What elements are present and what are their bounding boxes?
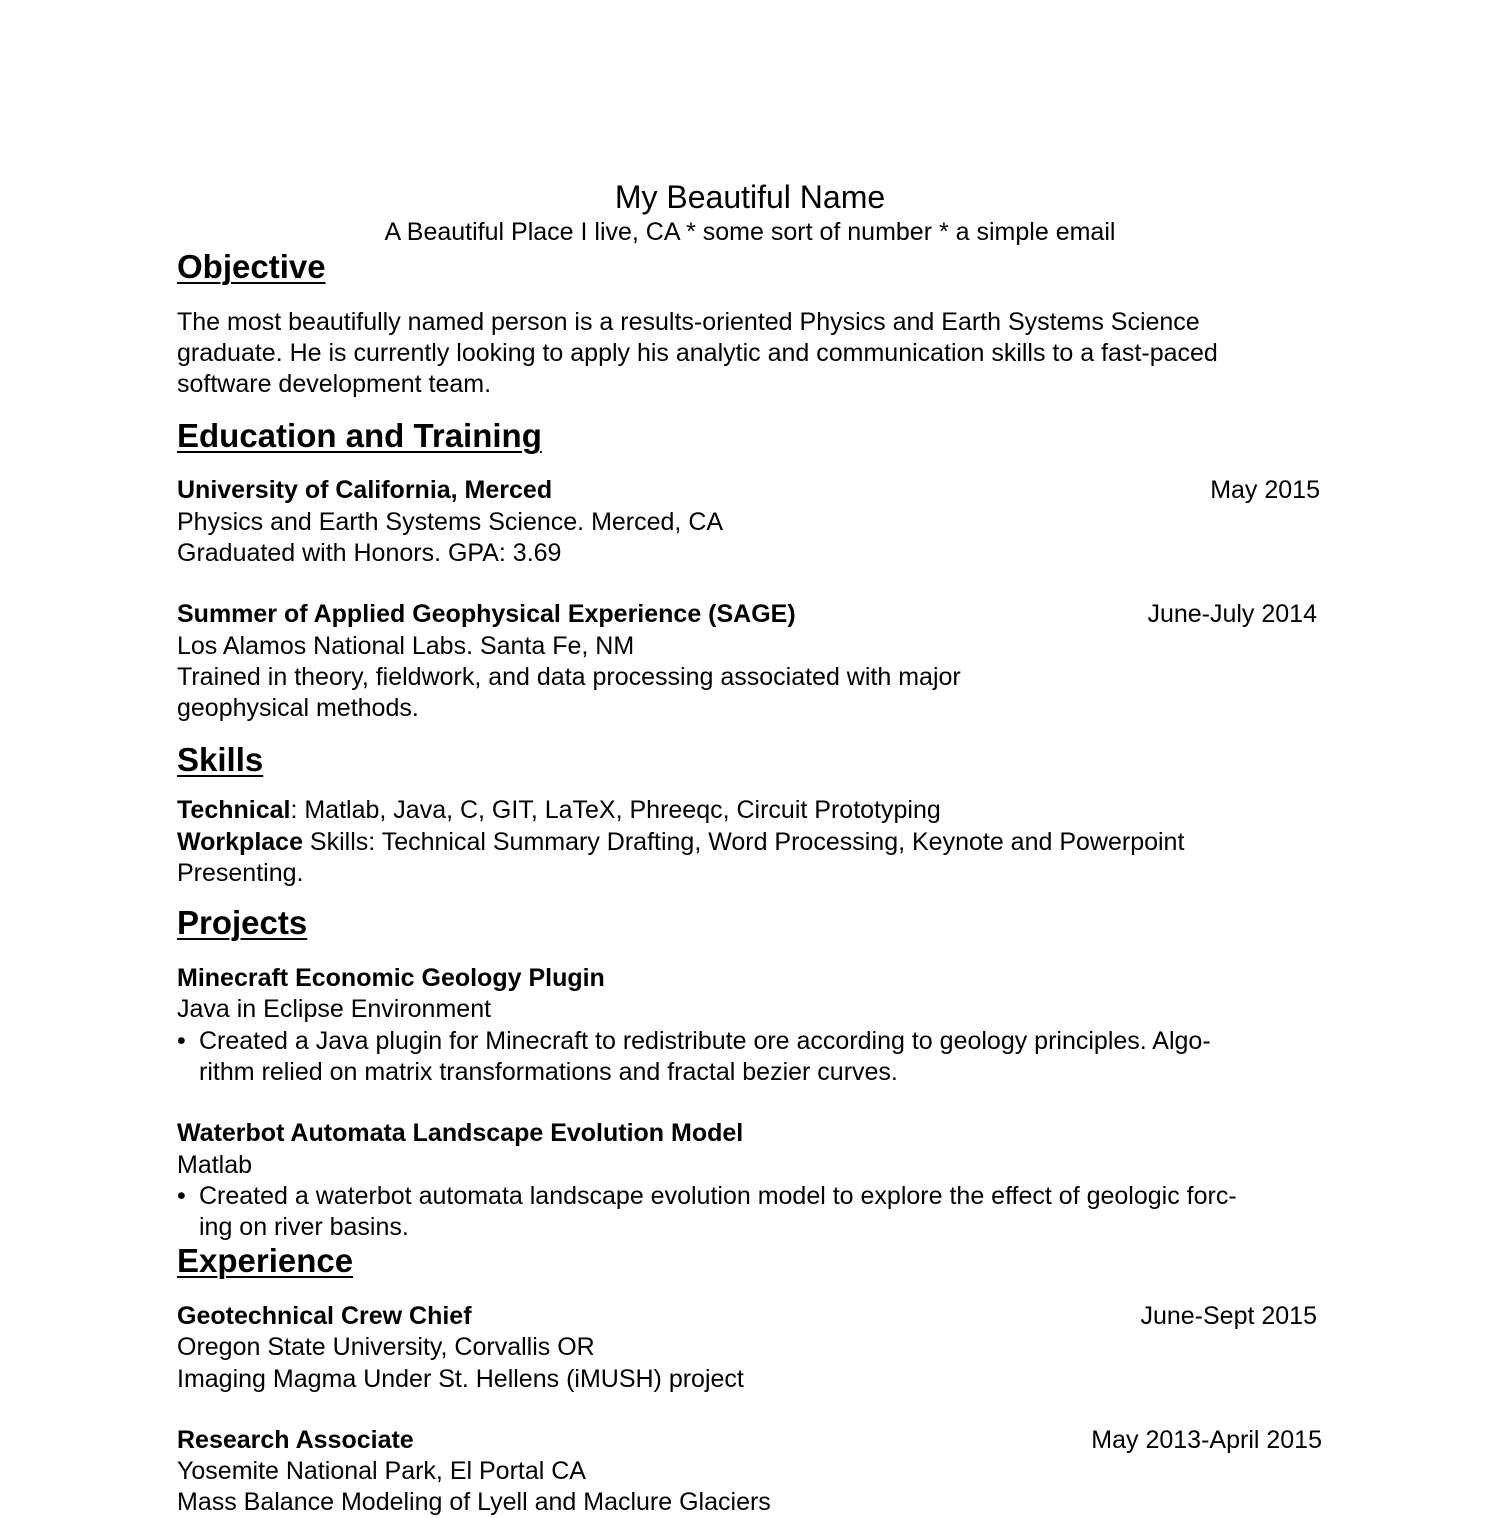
bullet-line: rithm relied on matrix transformations and fractal bezier curves. (199, 1058, 898, 1086)
project-sub: Matlab (177, 1151, 253, 1179)
education-entry-date: June-July 2014 (1147, 600, 1317, 628)
education-entry-line: Graduated with Honors. GPA: 3.69 (177, 539, 562, 567)
bullet-icon: • (177, 1027, 186, 1055)
education-entry-line: Physics and Earth Systems Science. Merced, CA (177, 508, 724, 536)
objective-line: The most beautifully named person is a results-oriented Physics and Earth Systems Science (177, 308, 1200, 336)
education-entry-title: University of California, Merced (177, 476, 553, 504)
education-entry-line: Trained in theory, fieldwork, and data processing associated with major (177, 663, 961, 691)
experience-entry-line: Yosemite National Park, El Portal CA (177, 1457, 586, 1485)
education-entry-line: geophysical methods. (177, 694, 419, 722)
experience-heading: Experience (177, 1242, 354, 1279)
skills-technical (177, 795, 941, 826)
skills-heading: Skills (177, 741, 264, 778)
objective-heading: Objective (177, 248, 326, 285)
skills-workplace-label: Workplace (177, 828, 303, 856)
experience-entry-title: Geotechnical Crew Chief (177, 1302, 472, 1330)
experience-entry-line: Mass Balance Modeling of Lyell and Maclure Glaciers (177, 1488, 771, 1516)
bullet-line: Created a waterbot automata landscape evolution model to explore the effect of geologic forc- (199, 1182, 1237, 1210)
education-entry-title: Summer of Applied Geophysical Experience (SAGE) (177, 600, 796, 628)
experience-entry-line: Oregon State University, Corvallis OR (177, 1333, 595, 1361)
bullet-icon: • (177, 1182, 186, 1210)
bullet-line: ing on river basins. (199, 1213, 409, 1241)
projects-heading: Projects (177, 904, 308, 941)
education-entry-line: Los Alamos National Labs. Santa Fe, NM (177, 632, 635, 660)
objective-line: software development team. (177, 370, 492, 398)
resume-name: My Beautiful Name (614, 179, 886, 215)
education-entry-date: May 2015 (1210, 476, 1320, 504)
contact-line: A Beautiful Place I live, CA * some sort of number * a simple email (384, 218, 1116, 246)
skills-technical-label: Technical (177, 796, 291, 824)
education-heading: Education and Training (177, 417, 542, 454)
objective-line: graduate. He is currently looking to apply his analytic and communication skills to a fast-paced (177, 339, 1218, 367)
skills-workplace-text: Skills: Technical Summary Drafting, Word Processing, Keynote and Powerpoint (302, 828, 1185, 856)
skills-workplace-cont: Presenting. (177, 859, 304, 887)
experience-entry-date: May 2013-April 2015 (1091, 1426, 1322, 1454)
project-title: Minecraft Economic Geology Plugin (177, 964, 605, 992)
project-title: Waterbot Automata Landscape Evolution Model (177, 1119, 744, 1147)
experience-entry-line: Imaging Magma Under St. Hellens (iMUSH) project (177, 1365, 744, 1393)
bullet-line: Created a Java plugin for Minecraft to redistribute ore according to geology principles. Algo- (199, 1027, 1211, 1055)
skills-technical-text: : Matlab, Java, C, GIT, LaTeX, Phreeqc, Circuit Prototyping (290, 796, 941, 824)
project-sub: Java in Eclipse Environment (177, 995, 492, 1023)
experience-entry-date: June-Sept 2015 (1140, 1302, 1317, 1330)
experience-entry-title: Research Associate (177, 1426, 414, 1454)
skills-workplace (177, 827, 1184, 858)
